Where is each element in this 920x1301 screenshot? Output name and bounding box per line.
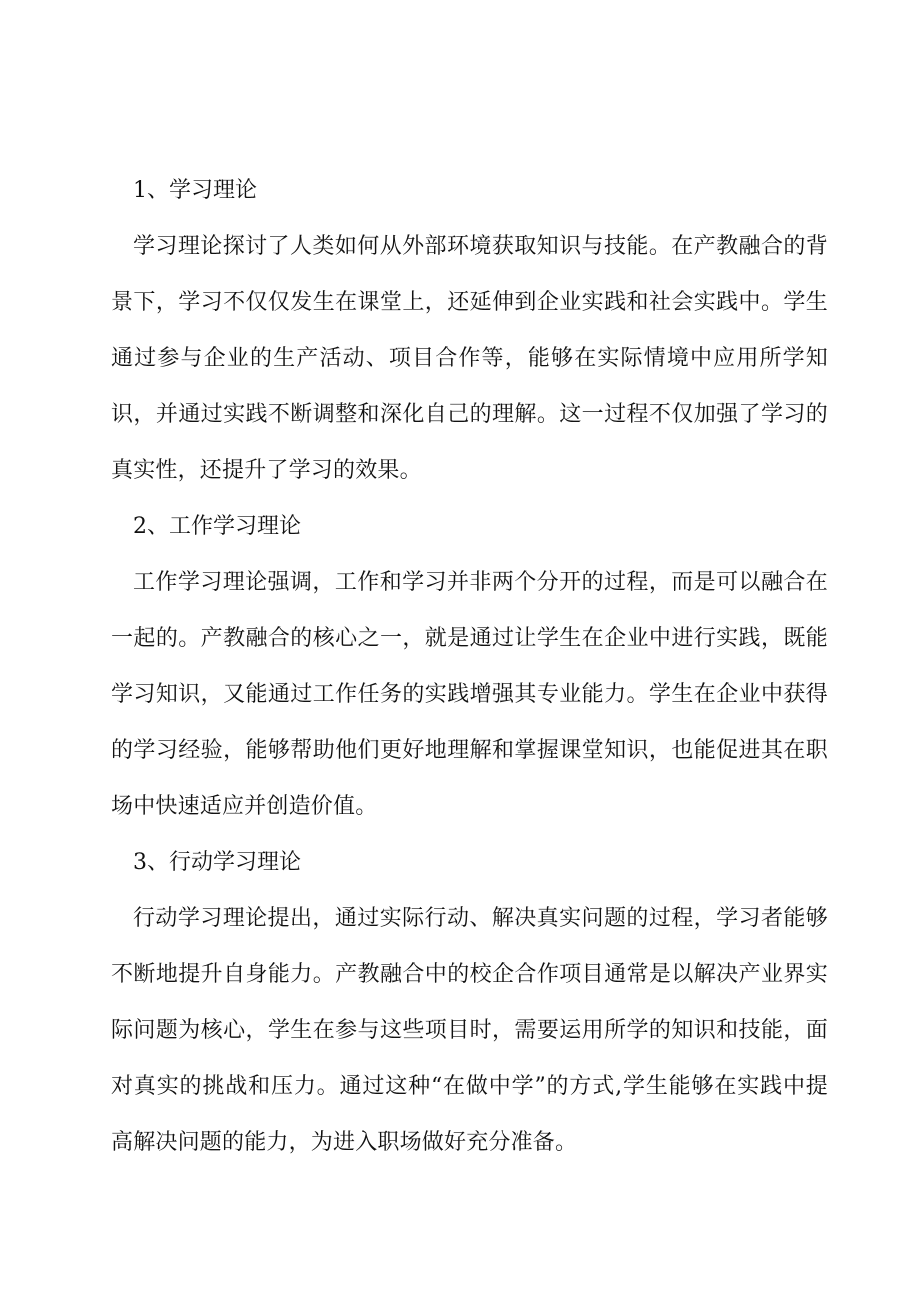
- section-paragraph-action-learning-theory: 行动学习理论提出，通过实际行动、解决真实问题的过程，学习者能够不断地提升自身能力。产教融合中的校企合作项目通常是以解决产业界实际问题为核心，学生在参与这些项目时，需要运用所学的知识和技能，面对真实的挑战和压力。通过这种“在做中学”的方式,学生能够在实践中提高解决问题的能力，为进入职场做好充分准备。: [111, 906, 828, 1155]
- section-heading-action-learning-theory: 3、行动学习理论: [133, 850, 301, 875]
- section-heading-learning-theory: 1、学习理论: [133, 178, 257, 203]
- section-paragraph-work-learning-theory: 工作学习理论强调，工作和学习并非两个分开的过程，而是可以融合在一起的。产教融合的核心之一，就是通过让学生在企业中进行实践，既能学习知识，又能通过工作任务的实践增强其专业能力。学生在企业中获得的学习经验，能够帮助他们更好地理解和掌握课堂知识，也能促进其在职场中快速适应并创造价值。: [111, 570, 828, 819]
- section-heading-work-learning-theory: 2、工作学习理论: [133, 514, 301, 539]
- section-paragraph-learning-theory: 学习理论探讨了人类如何从外部环境获取知识与技能。在产教融合的背景下，学习不仅仅发生在课堂上，还延伸到企业实践和社会实践中。学生通过参与企业的生产活动、项目合作等，能够在实际情境中应用所学知识，并通过实践不断调整和深化自己的理解。这一过程不仅加强了学习的真实性，还提升了学习的效果。: [111, 234, 828, 483]
- document-body: [111, 163, 828, 1171]
